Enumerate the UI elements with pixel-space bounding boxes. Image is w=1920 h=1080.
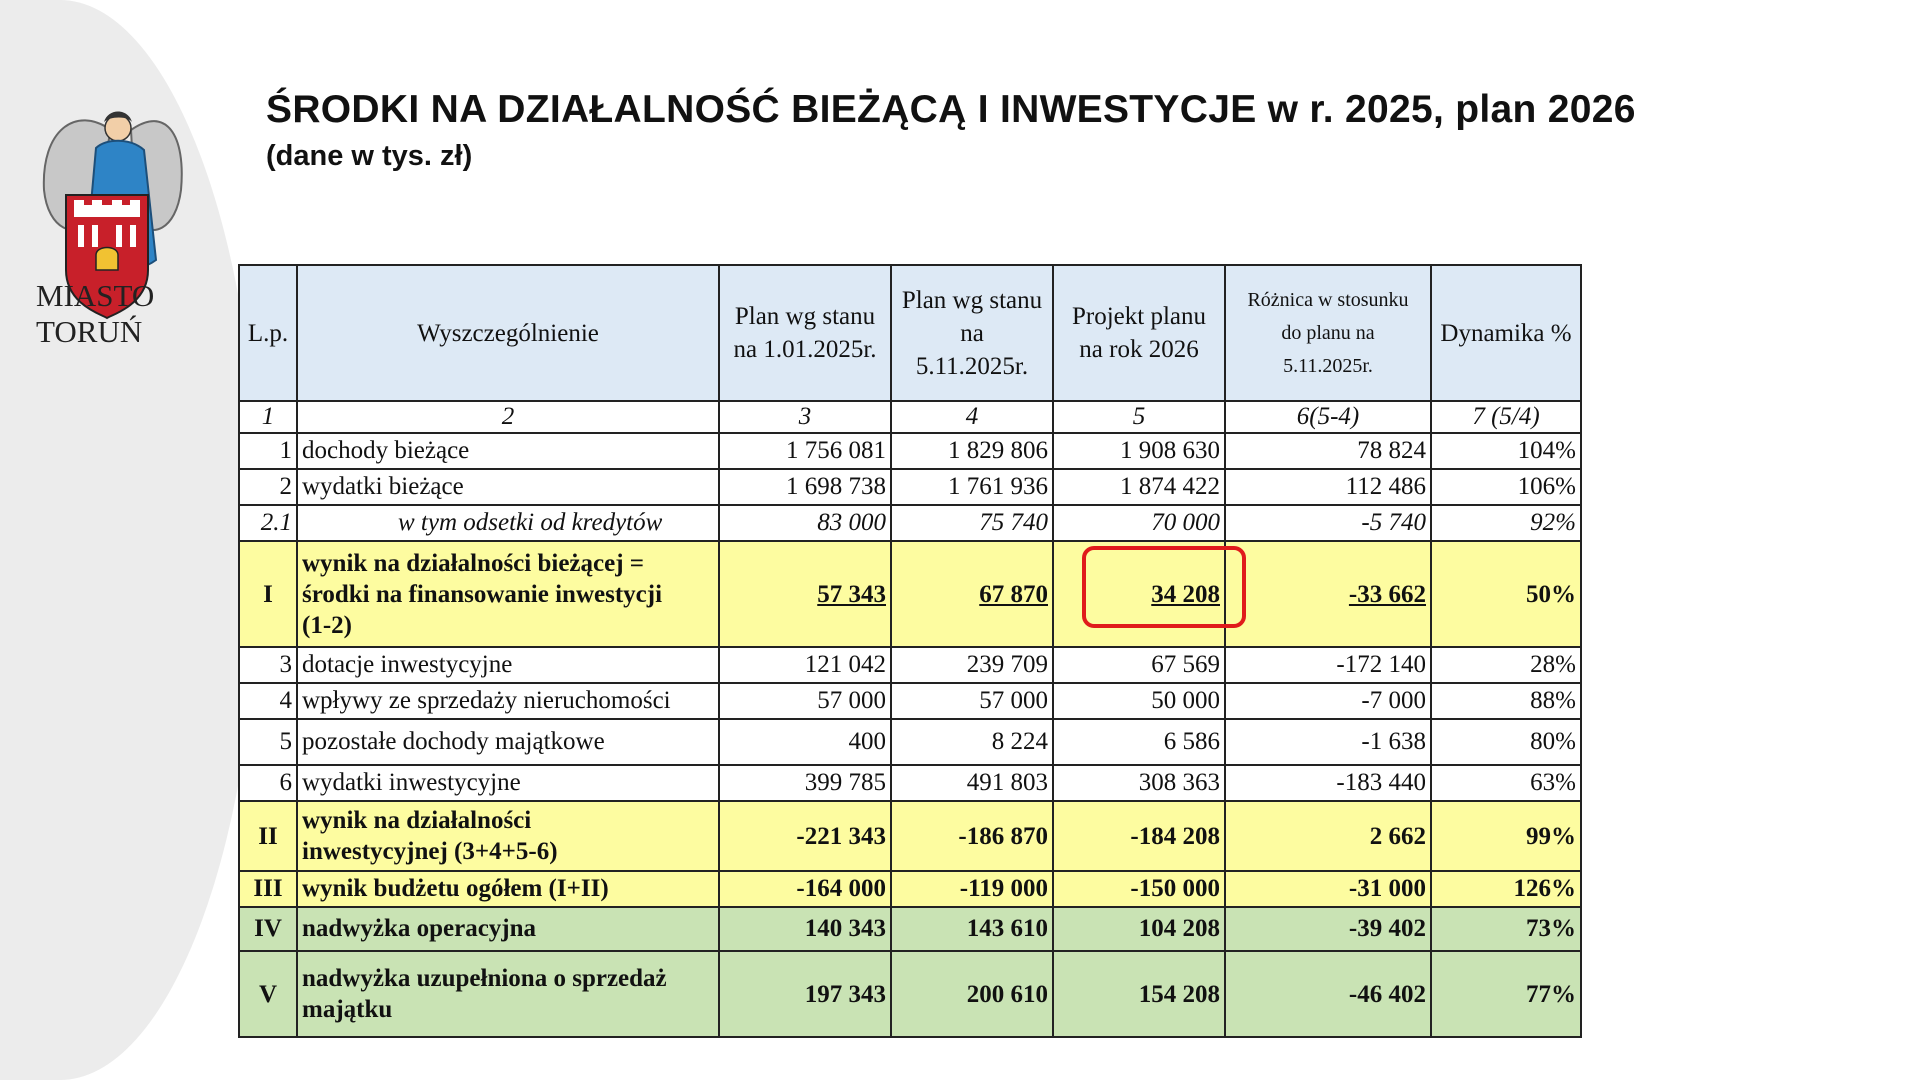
row-value: 50 000 xyxy=(1053,683,1225,719)
row-description: nadwyżka operacyjna xyxy=(297,907,719,951)
row-value: -164 000 xyxy=(719,871,891,907)
row-lp: 2.1 xyxy=(239,505,297,541)
row-description: dochody bieżące xyxy=(297,433,719,469)
row-value: 88% xyxy=(1431,683,1581,719)
row-description xyxy=(297,951,719,1037)
row-value: 154 208 xyxy=(1053,951,1225,1037)
header-project-2026 xyxy=(1053,265,1225,401)
row-value xyxy=(1225,541,1431,647)
table-row xyxy=(239,433,1581,469)
row-value: -31 000 xyxy=(1225,871,1431,907)
header-plan-jan-line1: Plan wg stanu xyxy=(734,303,876,330)
row-value: 70 000 xyxy=(1053,505,1225,541)
index-cell: 4 xyxy=(891,401,1053,433)
table-row-summary xyxy=(239,801,1581,871)
row-value: 73% xyxy=(1431,907,1581,951)
header-difference-line1: Różnica w stosunku xyxy=(1247,288,1409,311)
row-value: 1 756 081 xyxy=(719,433,891,469)
row-value: 1 761 936 xyxy=(891,469,1053,505)
row-value: 99% xyxy=(1431,801,1581,871)
row-value: -183 440 xyxy=(1225,765,1431,801)
row-lp: 4 xyxy=(239,683,297,719)
row-value: -172 140 xyxy=(1225,647,1431,683)
logo-line-2: TORUŃ xyxy=(36,314,143,349)
header-plan-nov-line2: na xyxy=(960,319,984,347)
row-value: 1 908 630 xyxy=(1053,433,1225,469)
header-plan-jan xyxy=(719,265,891,401)
header-plan-jan-line2: na 1.01.2025r. xyxy=(733,336,877,363)
row-lp: IV xyxy=(239,907,297,951)
row-value: 57 000 xyxy=(891,683,1053,719)
index-cell: 2 xyxy=(297,401,719,433)
header-dynamics: Dynamika % xyxy=(1431,265,1581,401)
row-value: -221 343 xyxy=(719,801,891,871)
row-value-text: 34 208 xyxy=(1151,580,1220,608)
row-value-text: -33 662 xyxy=(1348,580,1426,608)
row-lp: III xyxy=(239,871,297,907)
row-value: 83 000 xyxy=(719,505,891,541)
logo-text xyxy=(36,278,186,350)
row-value: 75 740 xyxy=(891,505,1053,541)
row-description: pozostałe dochody majątkowe xyxy=(297,719,719,765)
row-description xyxy=(297,801,719,871)
row-description-line: wynik na działalności xyxy=(302,807,532,834)
row-value xyxy=(891,541,1053,647)
row-lp: 2 xyxy=(239,469,297,505)
header-project-line2: na rok 2026 xyxy=(1079,336,1199,363)
index-cell: 6(5-4) xyxy=(1225,401,1431,433)
row-value: -1 638 xyxy=(1225,719,1431,765)
row-description: dotacje inwestycyjne xyxy=(297,647,719,683)
header-description: Wyszczególnienie xyxy=(297,265,719,401)
table-row-summary xyxy=(239,541,1581,647)
page-subtitle: (dane w tys. zł) xyxy=(266,140,473,172)
table-header-row xyxy=(239,265,1581,401)
row-value: 104 208 xyxy=(1053,907,1225,951)
row-value: 1 874 422 xyxy=(1053,469,1225,505)
row-value: 28% xyxy=(1431,647,1581,683)
row-description-line: majątku xyxy=(302,996,393,1023)
row-value: 78 824 xyxy=(1225,433,1431,469)
header-lp: L.p. xyxy=(239,265,297,401)
row-value-text: 67 870 xyxy=(979,580,1048,608)
row-value: 63% xyxy=(1431,765,1581,801)
row-description: wydatki inwestycyjne xyxy=(297,765,719,801)
column-index-row xyxy=(239,401,1581,433)
highlight-box xyxy=(1082,546,1246,628)
row-description xyxy=(297,541,719,647)
index-cell: 1 xyxy=(239,401,297,433)
table-row xyxy=(239,683,1581,719)
row-value: 92% xyxy=(1431,505,1581,541)
header-difference-line2: do planu na xyxy=(1281,321,1375,344)
table-row-surplus xyxy=(239,907,1581,951)
header-plan-nov xyxy=(891,265,1053,401)
row-description: wpływy ze sprzedaży nieruchomości xyxy=(297,683,719,719)
row-description-line: wynik na działalności bieżącej = xyxy=(302,549,645,577)
row-value: 126% xyxy=(1431,871,1581,907)
index-cell: 3 xyxy=(719,401,891,433)
row-lp: II xyxy=(239,801,297,871)
table-row xyxy=(239,647,1581,683)
row-value: -7 000 xyxy=(1225,683,1431,719)
row-value: -186 870 xyxy=(891,801,1053,871)
header-plan-nov-line3: 5.11.2025r. xyxy=(915,352,1029,380)
row-lp: I xyxy=(239,541,297,647)
row-value: 2 662 xyxy=(1225,801,1431,871)
row-description-line: (1-2) xyxy=(302,611,352,639)
row-value: 143 610 xyxy=(891,907,1053,951)
table-row-summary xyxy=(239,871,1581,907)
row-value: 1 698 738 xyxy=(719,469,891,505)
header-project-line1: Projekt planu xyxy=(1071,303,1206,330)
row-value: 197 343 xyxy=(719,951,891,1037)
row-value: 80% xyxy=(1431,719,1581,765)
row-description: w tym odsetki od kredytów xyxy=(297,505,719,541)
row-value: 121 042 xyxy=(719,647,891,683)
row-lp: 3 xyxy=(239,647,297,683)
row-value: 104% xyxy=(1431,433,1581,469)
row-lp: 1 xyxy=(239,433,297,469)
table-row xyxy=(239,505,1581,541)
row-value: 6 586 xyxy=(1053,719,1225,765)
header-plan-nov-line1: Plan wg stanu xyxy=(901,286,1043,314)
row-value: -46 402 xyxy=(1225,951,1431,1037)
logo-line-1: MIASTO xyxy=(36,278,155,313)
header-difference xyxy=(1225,265,1431,401)
row-value: 67 569 xyxy=(1053,647,1225,683)
row-lp: 5 xyxy=(239,719,297,765)
row-value: 57 000 xyxy=(719,683,891,719)
row-value: 200 610 xyxy=(891,951,1053,1037)
row-value xyxy=(719,541,891,647)
row-value: -184 208 xyxy=(1053,801,1225,871)
row-value: 239 709 xyxy=(891,647,1053,683)
row-value: 77% xyxy=(1431,951,1581,1037)
row-description-line: inwestycyjnej (3+4+5-6) xyxy=(302,838,558,865)
row-lp: 6 xyxy=(239,765,297,801)
table-row xyxy=(239,469,1581,505)
row-lp: V xyxy=(239,951,297,1037)
row-description-line: środki na finansowanie inwestycji xyxy=(302,580,663,608)
row-value: 106% xyxy=(1431,469,1581,505)
table-row xyxy=(239,765,1581,801)
row-value: 112 486 xyxy=(1225,469,1431,505)
row-value: 400 xyxy=(719,719,891,765)
row-value: 8 224 xyxy=(891,719,1053,765)
row-value: -119 000 xyxy=(891,871,1053,907)
row-value: 1 829 806 xyxy=(891,433,1053,469)
row-value: 140 343 xyxy=(719,907,891,951)
row-value: -5 740 xyxy=(1225,505,1431,541)
row-value: 399 785 xyxy=(719,765,891,801)
index-cell: 7 (5/4) xyxy=(1431,401,1581,433)
row-value: 491 803 xyxy=(891,765,1053,801)
row-description-line: nadwyżka uzupełniona o sprzedaż xyxy=(302,965,667,992)
row-value: 50% xyxy=(1431,541,1581,647)
row-value: 308 363 xyxy=(1053,765,1225,801)
table-row-surplus xyxy=(239,951,1581,1037)
row-value-text: 57 343 xyxy=(817,580,886,608)
table-row xyxy=(239,719,1581,765)
row-value: -39 402 xyxy=(1225,907,1431,951)
row-description: wynik budżetu ogółem (I+II) xyxy=(297,871,719,907)
header-difference-line3: 5.11.2025r. xyxy=(1283,354,1373,377)
row-value: -150 000 xyxy=(1053,871,1225,907)
row-description: wydatki bieżące xyxy=(297,469,719,505)
index-cell: 5 xyxy=(1053,401,1225,433)
budget-table xyxy=(238,264,1582,1038)
page-title: ŚRODKI NA DZIAŁALNOŚĆ BIEŻĄCĄ I INWESTYCJE w r. 2025, plan 2026 xyxy=(266,88,1636,131)
